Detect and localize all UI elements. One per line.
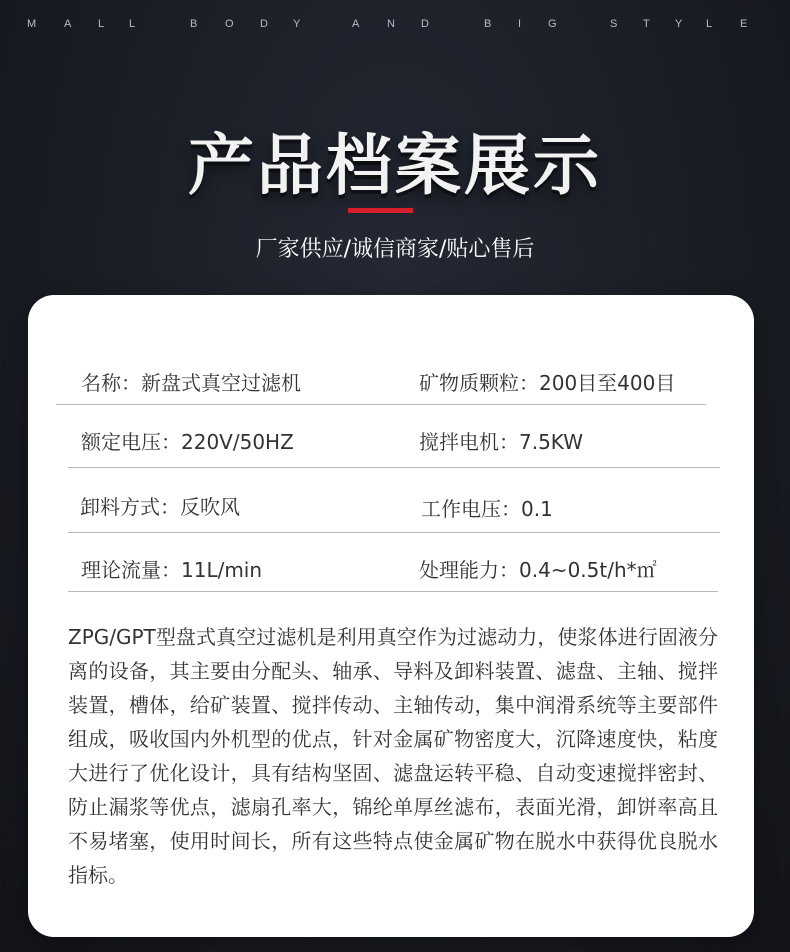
tagline-letter: A bbox=[352, 18, 360, 30]
tagline-letter: L bbox=[129, 18, 136, 30]
spec-divider bbox=[68, 591, 718, 592]
tagline-letter: A bbox=[64, 18, 72, 30]
tagline-strip bbox=[0, 18, 790, 38]
tagline-letter: Y bbox=[675, 18, 683, 30]
title-accent-bar bbox=[348, 208, 413, 213]
page-title: 产品档案展示 bbox=[188, 127, 602, 204]
spec-divider bbox=[68, 467, 720, 468]
product-description: ZPG/GPT型盘式真空过滤机是利用真空作为过滤动力，使浆体进行固液分离的设备，其主要由分配头、轴承、导料及卸料装置、滤盘、主轴、搅拌装置，槽体，给矿装置、搅拌传动、主轴传动，集中润滑系统等主要部件组成，吸收国内外机型的优点，针对金属矿物密度大，沉降速度快，粘度大进行了优化设计，具有结构坚固、滤盘运转平稳、自动变速搅拌密封、防止漏浆等优点，滤扇孔率大，锦纶单厚丝滤布，表面光滑，卸饼率高且不易堵塞，使用时间长，所有这些特点使金属矿物在脱水中获得优良脱水指标。 bbox=[68, 625, 718, 887]
tagline-letter: D bbox=[421, 18, 429, 30]
spec-capacity: 处理能力：0.4~0.5t/h*㎡ bbox=[419, 558, 657, 582]
page-subtitle: 厂家供应/诚信商家/贴心售后 bbox=[255, 237, 535, 262]
tagline-letter: G bbox=[548, 18, 557, 30]
tagline-letter: L bbox=[706, 18, 713, 30]
tagline-letter: B bbox=[190, 18, 198, 30]
tagline-letter: I bbox=[518, 18, 522, 30]
spec-flow-rate: 理论流量：11L/min bbox=[81, 558, 263, 582]
spec-name: 名称：新盘式真空过滤机 bbox=[81, 371, 301, 395]
tagline-letter: L bbox=[98, 18, 105, 30]
tagline-letter: O bbox=[225, 18, 234, 30]
spec-working-voltage: 工作电压：0.1 bbox=[421, 497, 553, 521]
spec-particle-size: 矿物质颗粒：200目至400目 bbox=[419, 371, 676, 395]
spec-divider bbox=[56, 404, 706, 405]
tagline-letter: S bbox=[610, 18, 618, 30]
spec-divider bbox=[68, 532, 720, 533]
tagline-letter: D bbox=[260, 18, 268, 30]
spec-rated-voltage: 额定电压：220V/50HZ bbox=[81, 430, 294, 454]
tagline-letter: B bbox=[484, 18, 492, 30]
spec-discharge-method: 卸料方式：反吹风 bbox=[80, 495, 240, 519]
tagline-letter: M bbox=[27, 18, 37, 30]
tagline-letter: T bbox=[643, 18, 650, 30]
tagline-letter: Y bbox=[293, 18, 301, 30]
tagline-letter: E bbox=[740, 18, 748, 30]
tagline-letter: N bbox=[387, 18, 395, 30]
spec-mixer-motor: 搅拌电机：7.5KW bbox=[419, 430, 583, 454]
